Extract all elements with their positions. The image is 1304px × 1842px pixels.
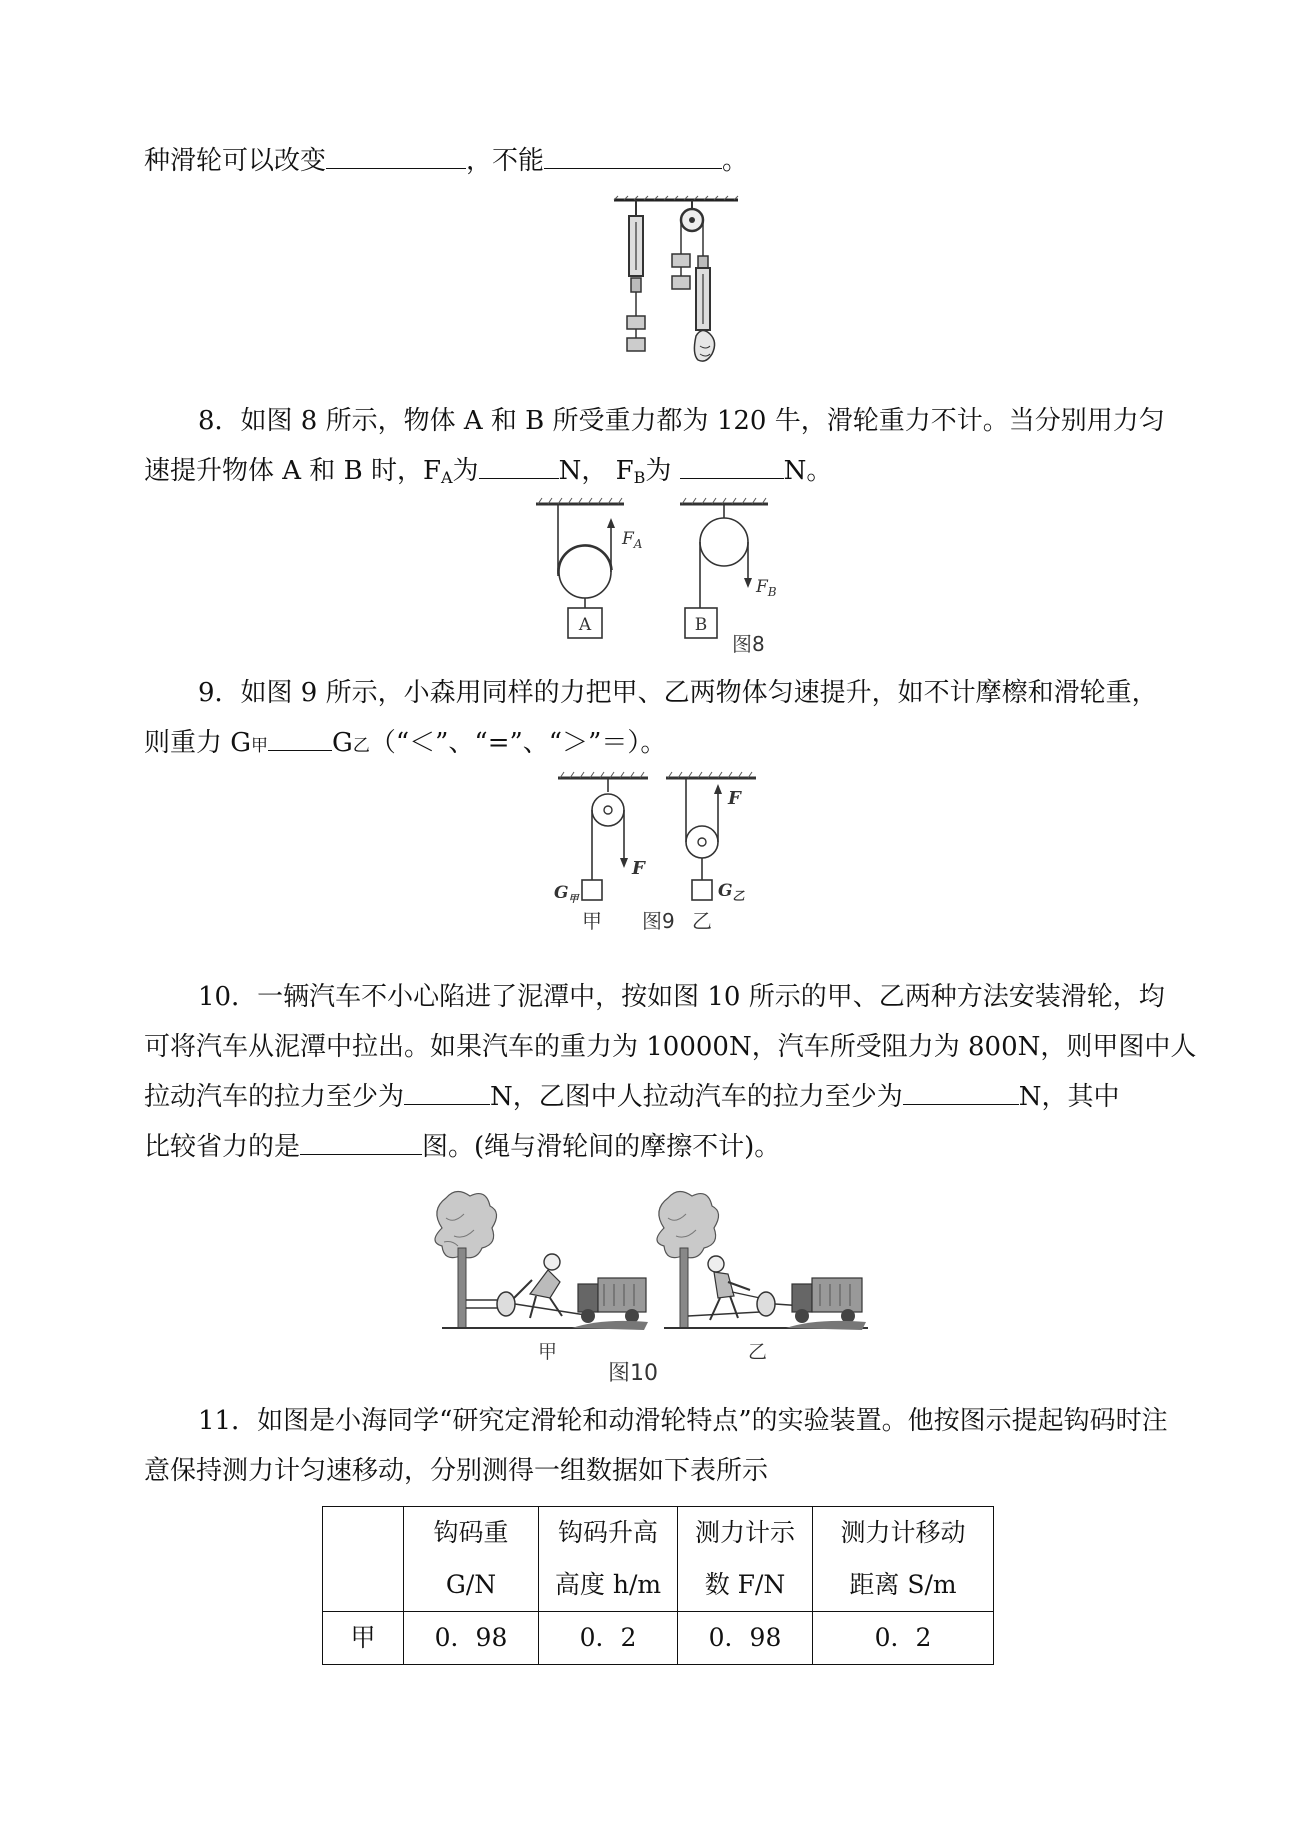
figure-8-pulleys	[530, 496, 790, 656]
q9-blank[interactable]	[268, 728, 332, 751]
fig10-caption: 图10	[608, 1361, 658, 1386]
table-header-cell: 测力计移动 距离 S/m	[813, 1507, 994, 1612]
q10-blank-b[interactable]	[903, 1082, 1019, 1105]
data-table	[322, 1506, 994, 1665]
table-header-row	[323, 1507, 994, 1612]
q9-line-1: 9．如图 9 所示，小森用同样的力把甲、乙两物体匀速提升，如不计摩檫和滑轮重，	[198, 678, 1158, 708]
table-cell: 0．2	[813, 1612, 994, 1665]
q11-line-2: 意保持测力计匀速移动，分别测得一组数据如下表所示	[144, 1456, 769, 1486]
fig9-label-a: 甲	[582, 909, 602, 933]
fig10-label-b: 乙	[748, 1341, 768, 1363]
figure-9-pulleys	[556, 770, 776, 942]
fig9-caption: 图9	[642, 909, 675, 933]
table-cell: 0．2	[539, 1612, 678, 1665]
q8-line-2: 速提升物体 A 和 B 时，$F_A$为 N， $F_B$为 N。	[144, 456, 833, 487]
fig9-g-b: $G_乙$	[718, 881, 745, 903]
table-header-cell	[323, 1507, 404, 1612]
q8-blank-fa[interactable]	[479, 456, 559, 479]
fig10-label-a: 甲	[538, 1341, 558, 1363]
q8-line-1: 8．如图 8 所示，物体 A 和 B 所受重力都为 120 牛，滑轮重力不计。当分别用力匀	[198, 406, 1165, 436]
q7-blank-1[interactable]	[326, 146, 466, 169]
fig9-force-b: F	[728, 788, 741, 809]
fig8-box-a: A	[578, 615, 592, 635]
fig8-force-b: $F_B$	[756, 577, 777, 599]
fig9-g-a: $G_甲$	[554, 883, 579, 905]
q10-line-3: 拉动汽车的拉力至少为 N，乙图中人拉动汽车的拉力至少为 N，其中	[144, 1082, 1120, 1112]
fig8-caption: 图8	[732, 632, 765, 656]
fig8-force-a: $F_A$	[622, 529, 643, 551]
q10-line-4: 比较省力的是 图。(绳与滑轮间的摩擦不计)。	[144, 1132, 781, 1162]
spring-scale-pulley-figure	[612, 196, 744, 376]
figure-10-car-in-mud	[432, 1188, 872, 1384]
table-cell: 0．98	[678, 1612, 813, 1665]
table-header-cell: 测力计示 数 F/N	[678, 1507, 813, 1612]
q10-blank-a[interactable]	[404, 1082, 490, 1105]
fig9-force-a: F	[632, 858, 645, 879]
table-header-cell: 钩码重 G/N	[404, 1507, 539, 1612]
q10-line-2: 可将汽车从泥潭中拉出。如果汽车的重力为 10000N，汽车所受阻力为 800N，则甲图中人	[144, 1032, 1197, 1062]
fig9-label-b: 乙	[692, 909, 712, 933]
table-cell: 甲	[323, 1612, 404, 1665]
q10-blank-c[interactable]	[300, 1132, 422, 1155]
table-cell: 0．98	[404, 1612, 539, 1665]
table-row	[323, 1612, 994, 1665]
q11-line-1: 11．如图是小海同学“研究定滑轮和动滑轮特点”的实验装置。他按图示提起钩码时注	[198, 1406, 1168, 1436]
q8-blank-fb[interactable]	[680, 456, 784, 479]
table-header-cell: 钩码升高 高度 h/m	[539, 1507, 678, 1612]
fig8-box-b: B	[694, 615, 708, 635]
q7-tail-line: 种滑轮可以改变 ，不能 。	[144, 146, 749, 176]
q9-line-2: 则重力 G甲 G乙（“＜”、“=”、“＞”＝）。	[144, 728, 667, 758]
q7-blank-2[interactable]	[544, 146, 722, 169]
q10-line-1: 10．一辆汽车不小心陷进了泥潭中，按如图 10 所示的甲、乙两种方法安装滑轮，均	[198, 982, 1165, 1012]
